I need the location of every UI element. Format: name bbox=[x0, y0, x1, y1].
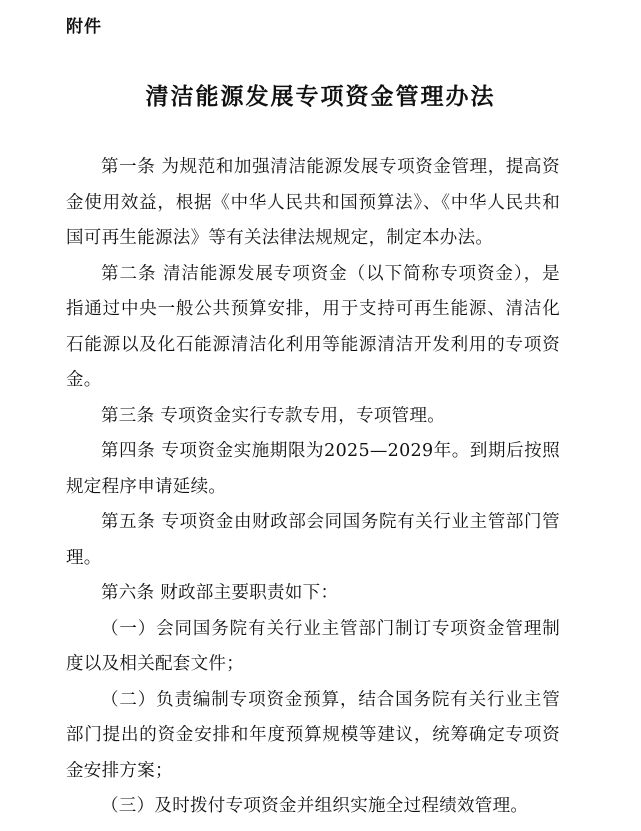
article-2-paragraph: 第二条 清洁能源发展专项资金（以下简称专项资金），是指通过中央一般公共预算安排，用于支持可再生能源、清洁化石能源以及化石能源清洁化利用等能源清洁开发利用的专项资金。 bbox=[66, 263, 560, 390]
article-6-paragraph: 第六条 财政部主要职责如下： bbox=[101, 583, 339, 603]
attachment-label: 附件 bbox=[66, 17, 102, 37]
article-3-paragraph: 第三条 专项资金实行专款专用，专项管理。 bbox=[101, 405, 446, 426]
document-title: 清洁能源发展专项资金管理办法 bbox=[145, 84, 496, 110]
article-4-paragraph: 第四条 专项资金实施期限为2025—2029年。到期后按照规定程序申请延续。 bbox=[66, 441, 560, 497]
article-6-item-2: （二）负责编制专项资金预算，结合国务院有关行业主管部门提出的资金安排和年度预算规模等建议，统筹确定专项资金安排方案； bbox=[66, 689, 560, 781]
article-1-paragraph: 第一条 为规范和加强清洁能源发展专项资金管理，提高资金使用效益，根据《中华人民共和国预算法》、《中华人民共和国可再生能源法》等有关法律法规规定，制定本办法。 bbox=[66, 157, 560, 248]
article-6-item-1: （一）会同国务院有关行业主管部门制订专项资金管理制度以及相关配套文件； bbox=[66, 618, 560, 674]
article-5-paragraph: 第五条 专项资金由财政部会同国务院有关行业主管部门管理。 bbox=[66, 512, 560, 568]
article-6-item-3: （三）及时拨付专项资金并组织实施全过程绩效管理。 bbox=[101, 796, 529, 816]
document-body bbox=[66, 150, 560, 825]
